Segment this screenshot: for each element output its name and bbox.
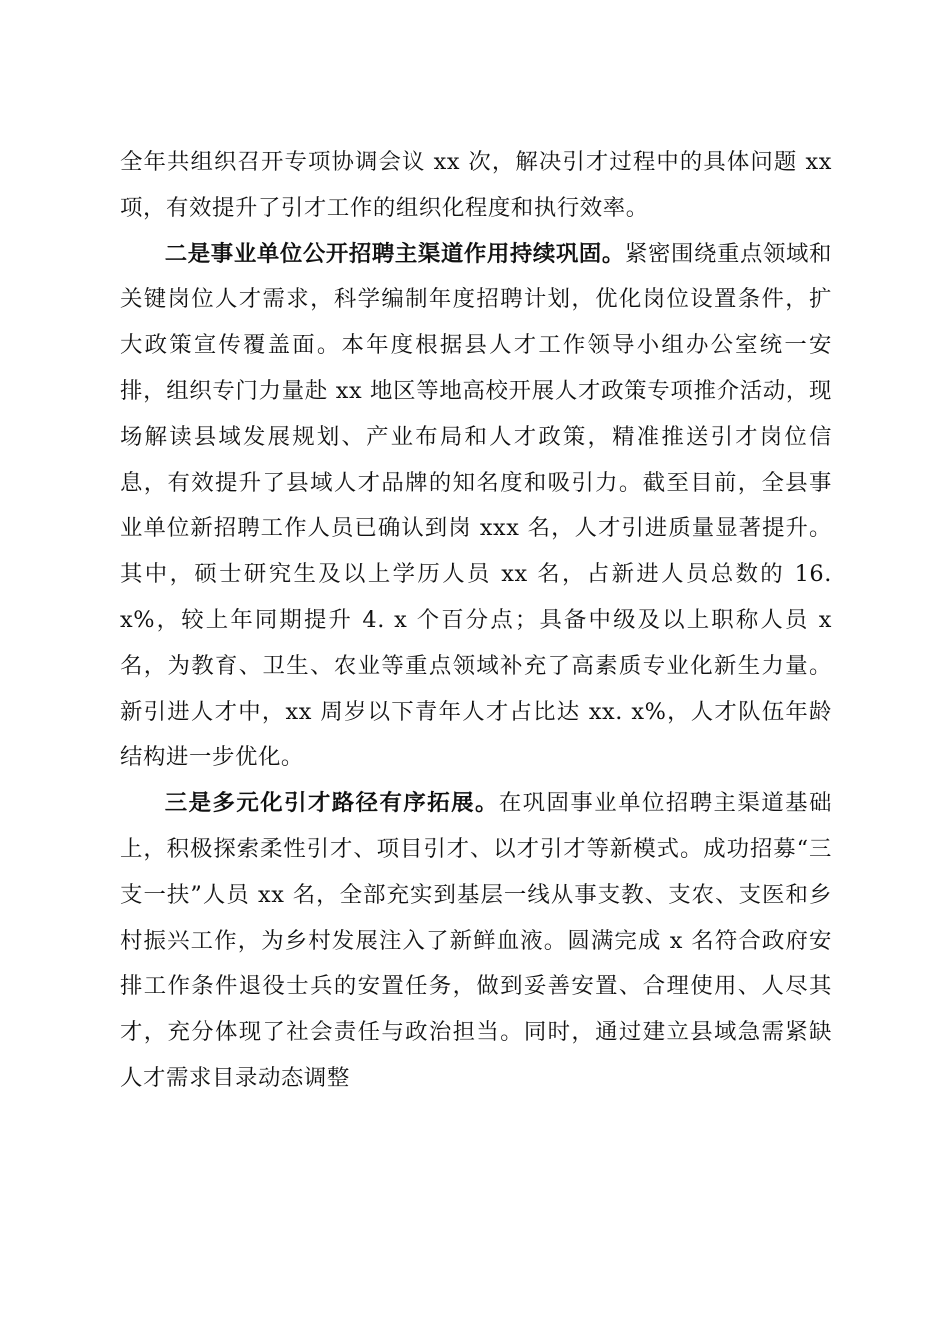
paragraph-heading: 二是事业单位公开招聘主渠道作用持续巩固。 bbox=[164, 240, 625, 267]
paragraph-public-recruitment bbox=[120, 232, 832, 782]
paragraph-diversified-recruitment bbox=[120, 781, 832, 1102]
paragraph-text: 在巩固事业单位招聘主渠道基础上，积极探索柔性引才、项目引才、以才引才等新模式。成功招募“三支一扶”人员 xx 名，全部充实到基层一线从事支教、支农、支医和乡村振兴工作，为乡村发展注入了新鲜血液。圆满完成 x 名符合政府安排工作条件退役士兵的安置任务，做到妥善安置、合理使用、人尽其才，充分体现了社会责任与政治担当。同时，通过建立县域急需紧缺人才需求目录动态调整 bbox=[120, 790, 832, 1091]
paragraph-heading: 三是多元化引才路径有序拓展。 bbox=[164, 790, 499, 817]
paragraph-text: 紧密围绕重点领域和关键岗位人才需求，科学编制年度招聘计划，优化岗位设置条件，扩大政策宣传覆盖面。本年度根据县人才工作领导小组办公室统一安排，组织专门力量赴 xx 地区等地高校开展人才政策专项推介活动，现场解读县域发展规划、产业布局和人才政策，精准推送引才岗位信息，有效提升了县域人才品牌的知名度和吸引力。截至目前，全县事业单位新招聘工作人员已确认到岗 xxx 名，人才引进质量显著提升。其中，硕士研究生及以上学历人员 xx 名，占新进人员总数的 16. x%，较上年同期提升 4. x 个百分点；具备中级及以上职称人员 x 名，为教育、卫生、农业等重点领域补充了高素质专业化新生力量。新引进人才中，xx 周岁以下青年人才占比达 xx. x%，人才队伍年龄结构进一步优化。 bbox=[120, 240, 833, 771]
document-body bbox=[120, 140, 832, 1102]
paragraph-continuation bbox=[120, 140, 832, 232]
paragraph-text: 全年共组织召开专项协调会议 xx 次，解决引才过程中的具体问题 xx 项，有效提升了引才工作的组织化程度和执行效率。 bbox=[120, 149, 832, 221]
